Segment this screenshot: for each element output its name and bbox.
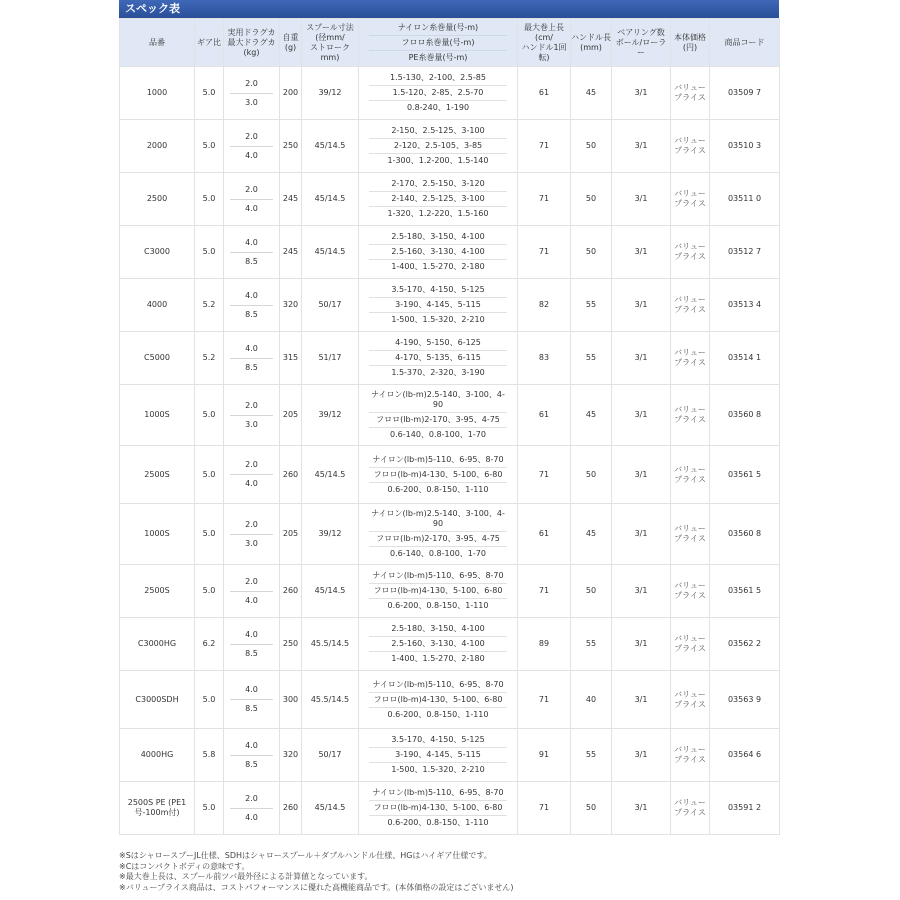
cell-handle: 45: [571, 385, 612, 446]
cell-handle: 55: [571, 332, 612, 385]
cell-handle: 45: [571, 67, 612, 120]
table-row: [120, 173, 780, 226]
cell-model: 2500S: [120, 565, 195, 618]
cell-line-capacity: ナイロン(lb-m)2.5-140、3-100、4-90 フロロ(lb-m)2-170、3-95、4-75 0.6-140、0.8-100、1-70: [359, 504, 518, 565]
cell-line-capacity: 4-190、5-150、6-125 4-170、5-135、6-115 1.5-370、2-320、3-190: [359, 332, 518, 385]
cell-handle: 50: [571, 120, 612, 173]
header-bearing: ベアリング数 ボール/ローラー: [612, 19, 671, 67]
cell-handle: 55: [571, 618, 612, 671]
cell-drag: 2.0 4.0: [224, 120, 280, 173]
cell-model: 2500: [120, 173, 195, 226]
cell-price: バリュー プライス: [671, 67, 710, 120]
cell-spool: 50/17: [302, 279, 359, 332]
header-spool: スプール寸法 (径mm/ ストローク mm): [302, 19, 359, 67]
cell-weight: 260: [280, 446, 302, 504]
spec-table-title: スペック表: [119, 0, 779, 18]
cell-handle: 50: [571, 173, 612, 226]
footnote: ※SはシャロースプーJL仕様、SDHはシャロースプール＋ダブルハンドル仕様、HGはハイギア仕様です。: [119, 851, 492, 860]
cell-drag: 2.0 4.0: [224, 782, 280, 835]
table-row: [120, 729, 780, 782]
cell-model: 1000: [120, 67, 195, 120]
cell-weight: 250: [280, 120, 302, 173]
cell-bearing: 3/1: [612, 173, 671, 226]
cell-price: バリュー プライス: [671, 618, 710, 671]
cell-weight: 245: [280, 173, 302, 226]
cell-retrieve: 71: [518, 446, 571, 504]
cell-weight: 315: [280, 332, 302, 385]
cell-retrieve: 82: [518, 279, 571, 332]
cell-spool: 51/17: [302, 332, 359, 385]
cell-spool: 45/14.5: [302, 120, 359, 173]
cell-handle: 55: [571, 729, 612, 782]
cell-line-capacity: 2.5-180、3-150、4-100 2.5-160、3-130、4-100 1-400、1.5-270、2-180: [359, 618, 518, 671]
footnotes: [119, 851, 799, 893]
header-drag: 実用ドラグカ 最大ドラグカ (kg): [224, 19, 280, 67]
cell-code: 03513 4: [710, 279, 780, 332]
cell-bearing: 3/1: [612, 565, 671, 618]
cell-gear: 5.0: [195, 120, 224, 173]
cell-line-capacity: 2-170、2.5-150、3-120 2-140、2.5-125、3-100 1-320、1.2-220、1.5-160: [359, 173, 518, 226]
cell-gear: 5.0: [195, 446, 224, 504]
cell-retrieve: 83: [518, 332, 571, 385]
cell-handle: 50: [571, 226, 612, 279]
cell-weight: 245: [280, 226, 302, 279]
cell-bearing: 3/1: [612, 782, 671, 835]
header-code: 商品コード: [710, 19, 780, 67]
cell-bearing: 3/1: [612, 729, 671, 782]
cell-model: C5000: [120, 332, 195, 385]
cell-spool: 45/14.5: [302, 173, 359, 226]
cell-gear: 5.2: [195, 332, 224, 385]
header-gear: ギア比: [195, 19, 224, 67]
cell-gear: 5.0: [195, 565, 224, 618]
cell-drag: 4.0 8.5: [224, 729, 280, 782]
cell-spool: 45/14.5: [302, 446, 359, 504]
cell-line-capacity: ナイロン(lb-m)5-110、6-95、8-70 フロロ(lb-m)4-130、5-100、6-80 0.6-200、0.8-150、1-110: [359, 671, 518, 729]
cell-model: C3000: [120, 226, 195, 279]
cell-code: 03561 5: [710, 446, 780, 504]
cell-spool: 45.5/14.5: [302, 618, 359, 671]
cell-model: C3000SDH: [120, 671, 195, 729]
cell-bearing: 3/1: [612, 67, 671, 120]
cell-price: バリュー プライス: [671, 782, 710, 835]
cell-model: C3000HG: [120, 618, 195, 671]
cell-drag: 2.0 3.0: [224, 504, 280, 565]
cell-weight: 250: [280, 618, 302, 671]
spec-table-container: [119, 0, 779, 835]
header-model: 品番: [120, 19, 195, 67]
cell-drag: 2.0 4.0: [224, 565, 280, 618]
cell-code: 03510 3: [710, 120, 780, 173]
cell-retrieve: 71: [518, 565, 571, 618]
cell-code: 03591 2: [710, 782, 780, 835]
cell-weight: 205: [280, 504, 302, 565]
cell-retrieve: 71: [518, 782, 571, 835]
cell-model: 4000: [120, 279, 195, 332]
table-row: [120, 504, 780, 565]
cell-gear: 5.2: [195, 279, 224, 332]
cell-price: バリュー プライス: [671, 671, 710, 729]
cell-line-capacity: ナイロン(lb-m)2.5-140、3-100、4-90 フロロ(lb-m)2-170、3-95、4-75 0.6-140、0.8-100、1-70: [359, 385, 518, 446]
cell-spool: 39/12: [302, 385, 359, 446]
cell-code: 03509 7: [710, 67, 780, 120]
cell-price: バリュー プライス: [671, 279, 710, 332]
cell-price: バリュー プライス: [671, 504, 710, 565]
cell-gear: 5.0: [195, 173, 224, 226]
table-row: [120, 332, 780, 385]
table-row: [120, 385, 780, 446]
cell-weight: 300: [280, 671, 302, 729]
cell-bearing: 3/1: [612, 385, 671, 446]
cell-handle: 50: [571, 782, 612, 835]
cell-drag: 2.0 3.0: [224, 385, 280, 446]
cell-code: 03561 5: [710, 565, 780, 618]
cell-model: 2500S PE (PE1号-100m付): [120, 782, 195, 835]
cell-retrieve: 61: [518, 504, 571, 565]
footnote: ※バリュープライス商品は、コストパフォーマンスに優れた高機能商品です。(本体価格の設定はございません): [119, 882, 514, 892]
cell-drag: 4.0 8.5: [224, 226, 280, 279]
cell-retrieve: 61: [518, 67, 571, 120]
table-row: [120, 618, 780, 671]
cell-model: 1000S: [120, 504, 195, 565]
cell-bearing: 3/1: [612, 618, 671, 671]
header-price: 本体価格 (円): [671, 19, 710, 67]
table-row: [120, 279, 780, 332]
cell-bearing: 3/1: [612, 120, 671, 173]
cell-retrieve: 91: [518, 729, 571, 782]
cell-price: バリュー プライス: [671, 565, 710, 618]
cell-drag: 2.0 4.0: [224, 446, 280, 504]
cell-handle: 40: [571, 671, 612, 729]
cell-bearing: 3/1: [612, 332, 671, 385]
cell-spool: 39/12: [302, 504, 359, 565]
cell-spool: 45/14.5: [302, 782, 359, 835]
table-row: [120, 120, 780, 173]
cell-gear: 5.0: [195, 226, 224, 279]
cell-handle: 50: [571, 446, 612, 504]
cell-price: バリュー プライス: [671, 332, 710, 385]
cell-price: バリュー プライス: [671, 385, 710, 446]
header-row: [120, 19, 780, 67]
cell-retrieve: 71: [518, 120, 571, 173]
cell-handle: 55: [571, 279, 612, 332]
table-row: [120, 782, 780, 835]
table-row: [120, 67, 780, 120]
cell-handle: 50: [571, 565, 612, 618]
cell-gear: 5.0: [195, 782, 224, 835]
cell-line-capacity: ナイロン(lb-m)5-110、6-95、8-70 フロロ(lb-m)4-130、5-100、6-80 0.6-200、0.8-150、1-110: [359, 565, 518, 618]
cell-retrieve: 89: [518, 618, 571, 671]
cell-retrieve: 71: [518, 226, 571, 279]
cell-bearing: 3/1: [612, 446, 671, 504]
cell-model: 4000HG: [120, 729, 195, 782]
cell-code: 03514 1: [710, 332, 780, 385]
cell-spool: 50/17: [302, 729, 359, 782]
cell-code: 03560 8: [710, 504, 780, 565]
cell-weight: 260: [280, 782, 302, 835]
cell-gear: 6.2: [195, 618, 224, 671]
cell-price: バリュー プライス: [671, 226, 710, 279]
table-row: [120, 446, 780, 504]
cell-bearing: 3/1: [612, 226, 671, 279]
cell-code: 03564 6: [710, 729, 780, 782]
cell-bearing: 3/1: [612, 504, 671, 565]
cell-price: バリュー プライス: [671, 173, 710, 226]
cell-retrieve: 71: [518, 173, 571, 226]
cell-code: 03563 9: [710, 671, 780, 729]
cell-drag: 4.0 8.5: [224, 279, 280, 332]
spec-table: [119, 18, 780, 835]
cell-line-capacity: 1.5-130、2-100、2.5-85 1.5-120、2-85、2.5-70 0.8-240、1-190: [359, 67, 518, 120]
cell-weight: 200: [280, 67, 302, 120]
cell-drag: 4.0 8.5: [224, 671, 280, 729]
cell-code: 03512 7: [710, 226, 780, 279]
cell-weight: 320: [280, 279, 302, 332]
cell-price: バリュー プライス: [671, 446, 710, 504]
table-row: [120, 226, 780, 279]
cell-spool: 39/12: [302, 67, 359, 120]
cell-line-capacity: 2-150、2.5-125、3-100 2-120、2.5-105、3-85 1-300、1.2-200、1.5-140: [359, 120, 518, 173]
cell-gear: 5.0: [195, 67, 224, 120]
cell-spool: 45/14.5: [302, 226, 359, 279]
cell-spool: 45/14.5: [302, 565, 359, 618]
cell-line-capacity: ナイロン(lb-m)5-110、6-95、8-70 フロロ(lb-m)4-130、5-100、6-80 0.6-200、0.8-150、1-110: [359, 782, 518, 835]
table-row: [120, 671, 780, 729]
header-handle: ハンドル長 (mm): [571, 19, 612, 67]
cell-drag: 2.0 3.0: [224, 67, 280, 120]
cell-handle: 45: [571, 504, 612, 565]
cell-price: バリュー プライス: [671, 729, 710, 782]
cell-bearing: 3/1: [612, 279, 671, 332]
footnote: ※Cはコンパクトボディの意味です。: [119, 861, 250, 871]
cell-retrieve: 71: [518, 671, 571, 729]
cell-line-capacity: ナイロン(lb-m)5-110、6-95、8-70 フロロ(lb-m)4-130、5-100、6-80 0.6-200、0.8-150、1-110: [359, 446, 518, 504]
cell-weight: 205: [280, 385, 302, 446]
cell-model: 2000: [120, 120, 195, 173]
cell-code: 03560 8: [710, 385, 780, 446]
cell-bearing: 3/1: [612, 671, 671, 729]
cell-drag: 2.0 4.0: [224, 173, 280, 226]
header-weight: 自重 (g): [280, 19, 302, 67]
cell-drag: 4.0 8.5: [224, 618, 280, 671]
cell-line-capacity: 3.5-170、4-150、5-125 3-190、4-145、5-115 1-500、1.5-320、2-210: [359, 279, 518, 332]
cell-spool: 45.5/14.5: [302, 671, 359, 729]
cell-code: 03511 0: [710, 173, 780, 226]
cell-retrieve: 61: [518, 385, 571, 446]
cell-gear: 5.0: [195, 385, 224, 446]
cell-gear: 5.0: [195, 504, 224, 565]
header-line-capacity: ナイロン糸巻量(号-m) フロロ糸巻量(号-m) PE糸巻量(号-m): [359, 19, 518, 67]
footnote: ※最大巻上長は、スプール前ツバ最外径による計算値となっています。: [119, 872, 373, 881]
cell-line-capacity: 2.5-180、3-150、4-100 2.5-160、3-130、4-100 1-400、1.5-270、2-180: [359, 226, 518, 279]
cell-line-capacity: 3.5-170、4-150、5-125 3-190、4-145、5-115 1-500、1.5-320、2-210: [359, 729, 518, 782]
cell-gear: 5.8: [195, 729, 224, 782]
cell-price: バリュー プライス: [671, 120, 710, 173]
table-row: [120, 565, 780, 618]
cell-weight: 260: [280, 565, 302, 618]
cell-drag: 4.0 8.5: [224, 332, 280, 385]
header-retrieve: 最大巻上長 (cm/ ハンドル1回転): [518, 19, 571, 67]
cell-model: 2500S: [120, 446, 195, 504]
cell-model: 1000S: [120, 385, 195, 446]
cell-weight: 320: [280, 729, 302, 782]
cell-gear: 5.0: [195, 671, 224, 729]
cell-code: 03562 2: [710, 618, 780, 671]
